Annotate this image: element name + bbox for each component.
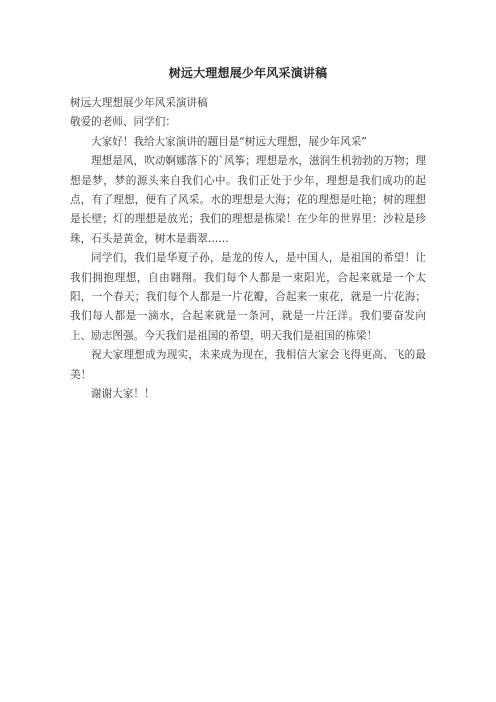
closing-line: 谢谢大家！！ [91,388,155,401]
document-body [70,94,426,405]
salutation-line: 敬爱的老师、同学们： [70,116,176,129]
wish-paragraph: 祝大家理想成为现实，未来成为现在，我相信大家会飞得更高、飞的最美！ [70,349,426,381]
subtitle-line: 树远大理想展少年风采演讲稿 [70,97,208,109]
body-paragraph-ideals: 理想是风，吹动婀娜落下的`风筝；理想是水，滋润生机勃勃的万物；理想是梦，梦的源头来自我们心中。我们正处于少年，理想是我们成功的起点，有了理想，便有了风采。水的理想是大海；花的理想是吐艳；树的理想是长壁；灯的理想是放光；我们的理想是栋梁！在少年的世界里：沙粒是珍珠，石头是黄金，树木是翡翠…… [70,155,426,245]
body-paragraph-classmates: 同学们，我们是华夏子孙，是龙的传人，是中国人，是祖国的希望！让我们拥抱理想，自由翱翔。我们每个人都是一束阳光，合起来就是一个太阳，一个春天；我们每个人都是一片花瓣，合起来一束花，就是一片花海；我们每人都是一滴水，合起来就是一条河，就是一片汪洋。我们要奋发向上、励志图强。今天我们是祖国的希望，明天我们是祖国的栋梁！ [70,252,426,342]
document-title: 树远大理想展少年风采演讲稿 [168,66,328,80]
greeting-paragraph: 大家好！我给大家演讲的题目是“树远大理想，展少年风采” [91,135,367,148]
